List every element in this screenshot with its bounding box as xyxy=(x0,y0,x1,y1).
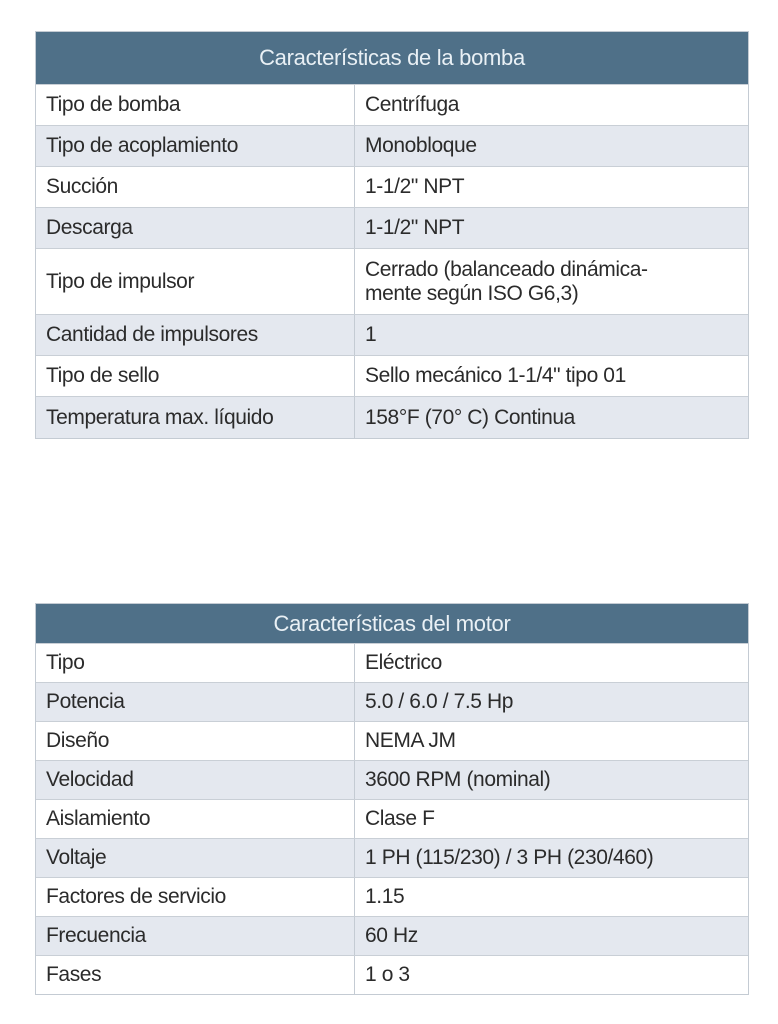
row-value: Eléctrico xyxy=(365,651,442,674)
row-label: Descarga xyxy=(36,208,355,248)
row-label: Factores de servicio xyxy=(36,878,355,916)
row-label: Tipo de bomba xyxy=(36,85,355,125)
row-value: 3600 RPM (nominal) xyxy=(365,768,551,791)
table-row xyxy=(36,84,748,125)
row-label: Frecuencia xyxy=(36,917,355,955)
table-row xyxy=(36,838,748,877)
row-value: 60 Hz xyxy=(365,924,418,947)
motor-table-title: Características del motor xyxy=(36,604,748,643)
row-value: 5.0 / 6.0 / 7.5 Hp xyxy=(365,690,514,713)
row-label: Aislamiento xyxy=(36,800,355,838)
table-row xyxy=(36,125,748,166)
row-value: Centrífuga xyxy=(365,93,460,116)
row-value-line-2: mente según ISO G6,3) xyxy=(365,281,579,305)
row-value-line-1: Cerrado (balanceado dinámica- xyxy=(365,257,648,281)
row-value: Clase F xyxy=(365,807,435,830)
table-row xyxy=(36,877,748,916)
row-label: Tipo xyxy=(36,644,355,682)
row-label: Velocidad xyxy=(36,761,355,799)
row-value: 1.15 xyxy=(365,885,405,908)
row-value: 158°F (70° C) Continua xyxy=(365,405,575,429)
row-label: Tipo de sello xyxy=(36,356,355,396)
table-row xyxy=(36,955,748,994)
table-row xyxy=(36,166,748,207)
row-label: Tipo de impulsor xyxy=(36,249,355,314)
table-row xyxy=(36,799,748,838)
table-row xyxy=(36,396,748,438)
pump-characteristics-table xyxy=(35,31,749,439)
row-label: Fases xyxy=(36,956,355,994)
table-row xyxy=(36,760,748,799)
row-value: 1-1/2" NPT xyxy=(365,175,465,198)
table-row xyxy=(36,355,748,396)
row-label: Succión xyxy=(36,167,355,207)
table-row xyxy=(36,682,748,721)
row-value: 1 PH (115/230) / 3 PH (230/460) xyxy=(365,846,654,869)
row-label: Diseño xyxy=(36,722,355,760)
table-row xyxy=(36,721,748,760)
row-label: Potencia xyxy=(36,683,355,721)
table-row xyxy=(36,207,748,248)
table-row xyxy=(36,314,748,355)
row-value: NEMA JM xyxy=(365,729,456,752)
row-value xyxy=(355,249,748,314)
table-row xyxy=(36,248,748,314)
row-label: Cantidad de impulsores xyxy=(36,315,355,355)
row-value: Sello mecánico 1-1/4" tipo 01 xyxy=(365,364,626,387)
row-label: Temperatura max. líquido xyxy=(36,397,355,438)
row-label: Tipo de acoplamiento xyxy=(36,126,355,166)
row-label: Voltaje xyxy=(36,839,355,877)
table-row xyxy=(36,643,748,682)
motor-characteristics-table xyxy=(35,603,749,995)
row-value: 1-1/2" NPT xyxy=(365,216,465,239)
pump-table-title: Características de la bomba xyxy=(36,32,748,84)
row-value: 1 xyxy=(365,323,377,346)
row-value: Monobloque xyxy=(365,134,477,157)
row-value: 1 o 3 xyxy=(365,963,410,986)
table-row xyxy=(36,916,748,955)
